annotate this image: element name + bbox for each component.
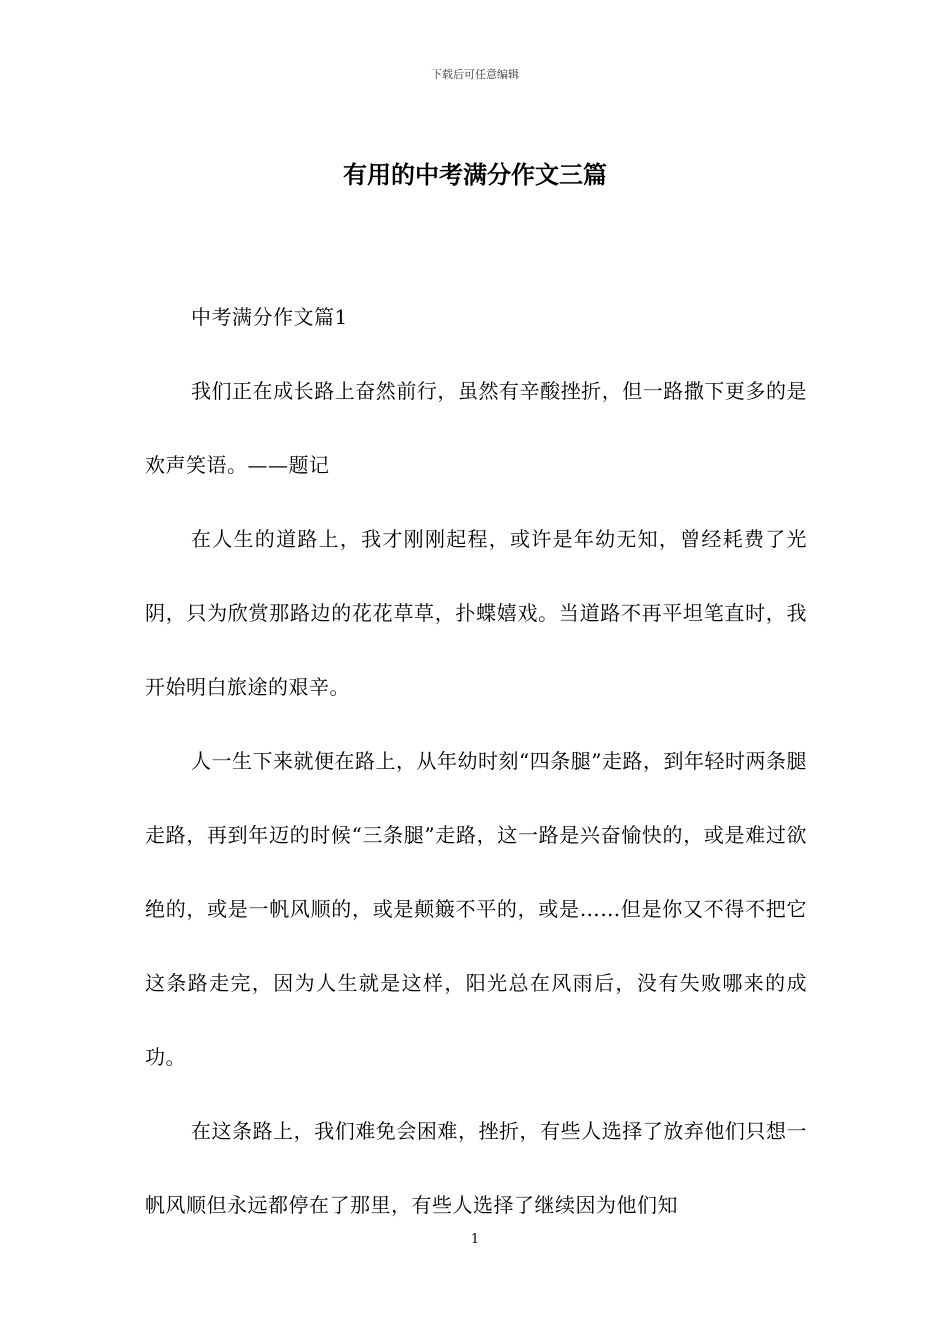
paragraph: 人一生下来就便在路上，从年幼时刻“四条腿”走路，到年轻时两条腿走路，再到年迈的时候“三条腿”走路，这一路是兴奋愉快的，或是难过欲绝的，或是一帆风顺的，或是颠簸不平的，或是……但是你又不得不把它这条路走完，因为人生就是这样，阳光总在风雨后，没有失败哪来的成功。: [145, 749, 807, 1069]
document-title: 有用的中考满分作文三篇: [343, 160, 607, 189]
paragraph: 在人生的道路上，我才刚刚起程，或许是年幼无知，曾经耗费了光阴，只为欣赏那路边的花花草草，扑蝶嬉戏。当道路不再平坦笔直时，我开始明白旅途的艰辛。: [145, 527, 807, 699]
document-body: [145, 280, 807, 1242]
section-heading: 中考满分作文篇1: [191, 305, 348, 329]
paragraph: 在这条路上，我们难免会困难，挫折，有些人选择了放弃他们只想一帆风顺但永远都停在了那里，有些人选择了继续因为他们知: [145, 1119, 807, 1217]
page-number: 1: [470, 1232, 480, 1247]
header-note: 下载后可任意编辑: [431, 68, 519, 81]
paragraph: 我们正在成长路上奋然前行，虽然有辛酸挫折，但一路撒下更多的是欢声笑语。——题记: [145, 379, 807, 477]
